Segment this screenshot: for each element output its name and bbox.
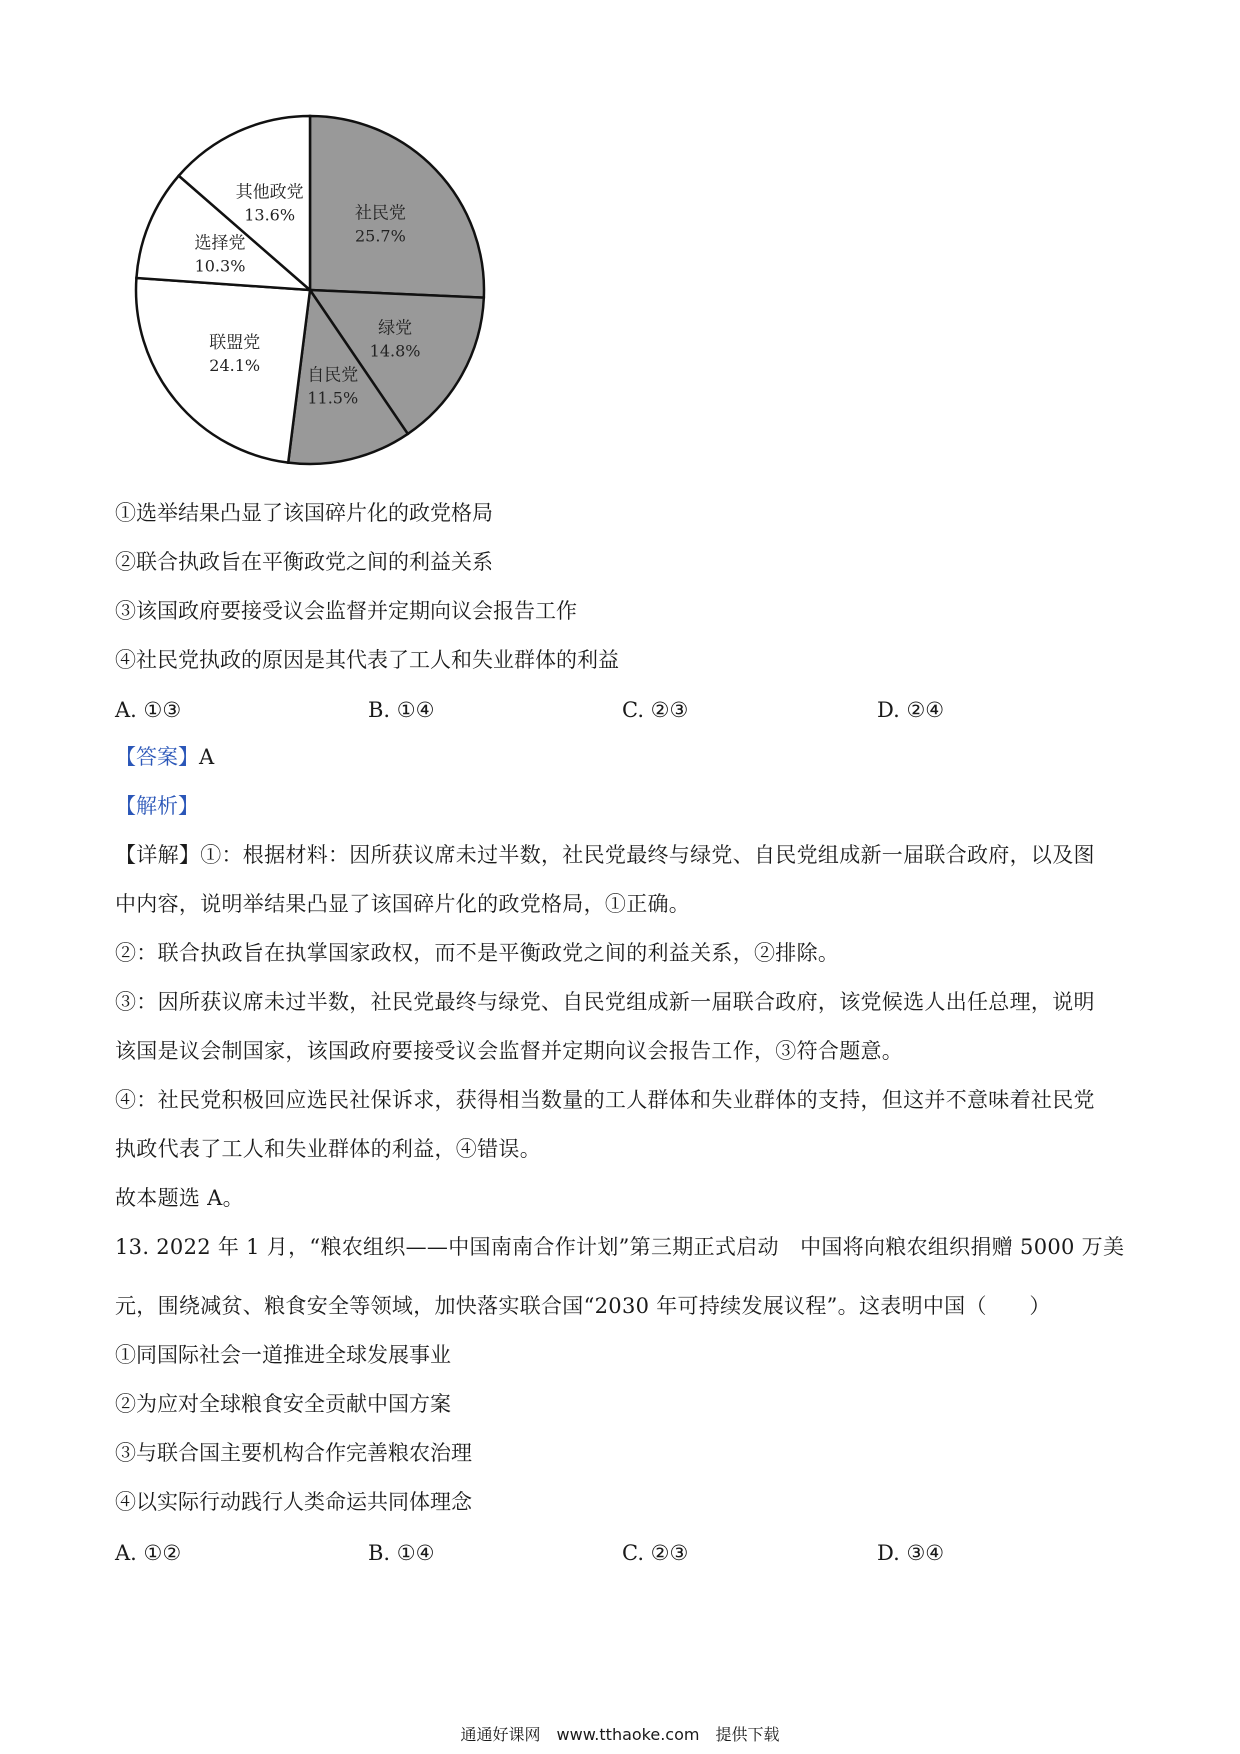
q12-detail-line-7: 执政代表了工人和失业群体的利益，④错误。 [115, 1137, 541, 1161]
q12-statement-3: ③该国政府要接受议会监督并定期向议会报告工作 [115, 599, 577, 623]
q13-statement-3: ③与联合国主要机构合作完善粮农治理 [115, 1441, 472, 1465]
q13-stem-line-1: 13. 2022 年 1 月，“粮农组织——中国南南合作计划”第三期正式启动 中国将向粮农组织捐赠 5000 万美 [115, 1235, 1125, 1259]
q12-detail-line-5: 该国是议会制国家，该国政府要接受议会监督并定期向议会报告工作，③符合题意。 [115, 1039, 904, 1063]
pie-label-2: 自民党 [307, 365, 359, 386]
pie-label-1: 绿党 [378, 318, 413, 339]
answer-tag: 【答案】 [115, 745, 199, 769]
detail-tag: 【详解】 [115, 843, 201, 867]
pie-value-1: 14.8% [369, 341, 421, 361]
q12-detail-line-3: ②：联合执政旨在执掌国家政权，而不是平衡政党之间的利益关系，②排除。 [115, 941, 840, 965]
party-vote-pie-chart [130, 110, 490, 470]
pie-label-0: 社民党 [354, 203, 406, 224]
q13-options [115, 1541, 1135, 1565]
q12-detail-line-2: 中内容，说明举结果凸显了该国碎片化的政党格局，①正确。 [115, 892, 691, 916]
page-footer: 通通好课网 www.tthaoke.com 提供下载 [460, 1725, 780, 1744]
q12-statement-1: ①选举结果凸显了该国碎片化的政党格局 [115, 501, 493, 525]
q13-statement-1: ①同国际社会一道推进全球发展事业 [115, 1343, 451, 1367]
pie-label-3: 联盟党 [209, 332, 261, 353]
detail-text-1: ①：根据材料：因所获议席未过半数，社民党最终与绿党、自民党组成新一届联合政府，以及图 [200, 843, 1095, 867]
q13-option-d: D. ③④ [877, 1541, 945, 1565]
q12-detail-line-6: ④：社民党积极回应选民社保诉求，获得相当数量的工人群体和失业群体的支持，但这并不意味着社民党 [115, 1088, 1095, 1112]
pie-value-3: 24.1% [209, 355, 261, 375]
q13-option-c: C. ②③ [622, 1541, 689, 1565]
q12-detail-line-4: ③：因所获议席未过半数，社民党最终与绿党、自民党组成新一届联合政府，该党候选人出任总理，说明 [115, 990, 1095, 1014]
pie-value-5: 13.6% [244, 205, 296, 225]
answer-value: A [199, 745, 215, 769]
q13-option-a: A. ①② [115, 1541, 182, 1565]
q12-statement-4: ④社民党执政的原因是其代表了工人和失业群体的利益 [115, 648, 619, 672]
q12-options [115, 698, 1135, 722]
q13-statement-2: ②为应对全球粮食安全贡献中国方案 [115, 1392, 451, 1416]
q12-option-b: B. ①④ [368, 698, 435, 722]
q12-option-c: C. ②③ [622, 698, 689, 722]
q12-answer [115, 747, 214, 768]
q12-option-a: A. ①③ [115, 698, 182, 722]
pie-value-0: 25.7% [354, 226, 406, 246]
q13-option-b: B. ①④ [368, 1541, 435, 1565]
q12-analysis-tag [115, 796, 199, 817]
q12-detail-line-1 [115, 845, 1095, 866]
q12-option-d: D. ②④ [877, 698, 945, 722]
q12-statement-2: ②联合执政旨在平衡政党之间的利益关系 [115, 550, 493, 574]
pie-label-5: 其他政党 [235, 182, 304, 203]
pie-value-4: 10.3% [194, 256, 246, 276]
pie-value-2: 11.5% [307, 388, 359, 408]
q13-statement-4: ④以实际行动践行人类命运共同体理念 [115, 1490, 472, 1514]
pie-label-4: 选择党 [194, 233, 246, 254]
q12-conclusion: 故本题选 A。 [115, 1186, 244, 1210]
analysis-tag: 【解析】 [115, 794, 199, 818]
q13-stem-line-2: 元，围绕减贫、粮食安全等领域，加快落实联合国“2030 年可持续发展议程”。这表明中国（ ） [115, 1294, 1051, 1318]
